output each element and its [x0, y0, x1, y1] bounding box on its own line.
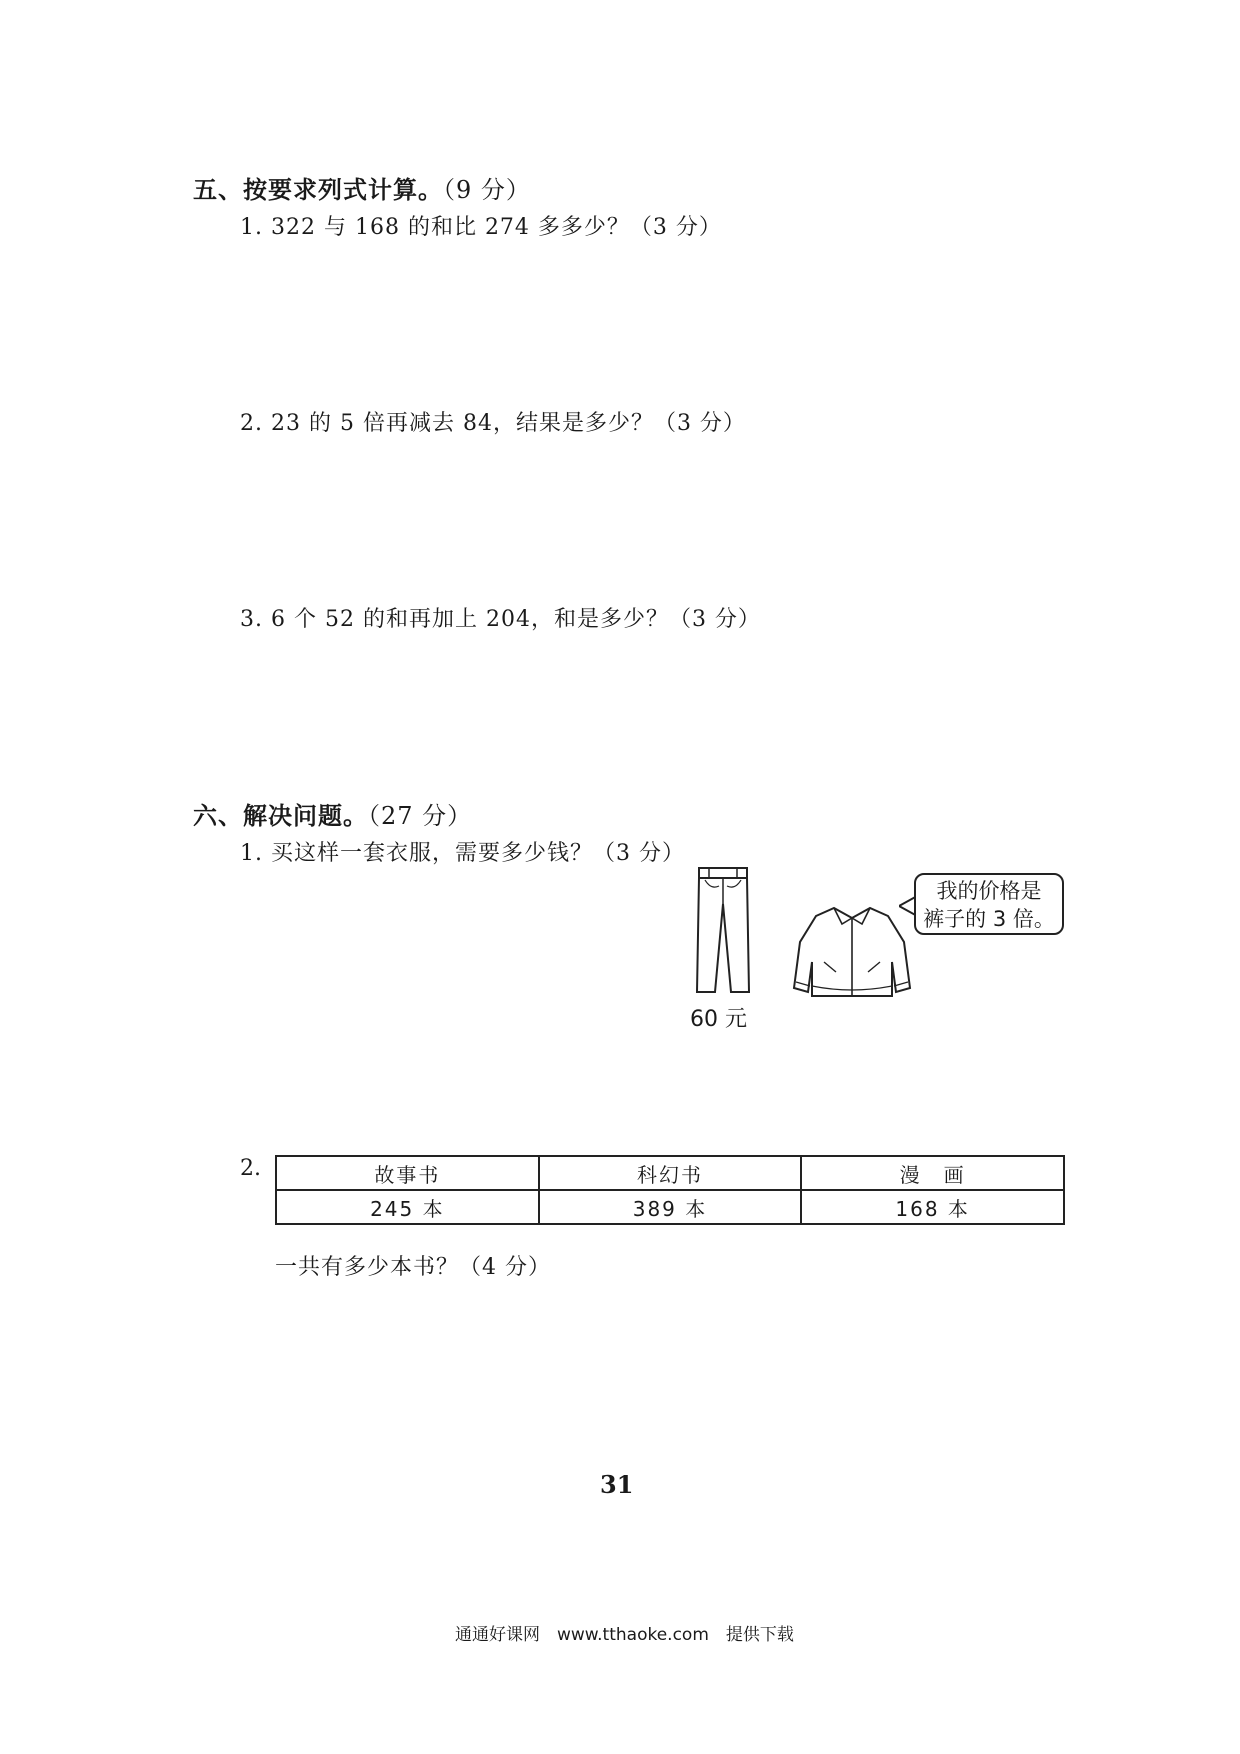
question-6-2-number: 2. — [240, 1156, 261, 1181]
question-5-2: 2. 23 的 5 倍再减去 84，结果是多少？（3 分） — [240, 411, 746, 436]
table-header: 漫 画 — [801, 1156, 1064, 1190]
table-header: 故事书 — [276, 1156, 539, 1190]
section-6-score: （27 分） — [368, 802, 473, 830]
section-6-heading — [193, 796, 472, 831]
question-6-1: 1. 买这样一套衣服，需要多少钱？（3 分） — [240, 841, 685, 866]
pants-price: 60 元 — [690, 1007, 747, 1032]
question-5-1: 1. 322 与 168 的和比 274 多多少？（3 分） — [240, 215, 722, 240]
section-5-score: （9 分） — [443, 176, 531, 204]
footer-text: 通通好课网 www.tthaoke.com 提供下载 — [455, 1625, 794, 1645]
table-cell: 245 本 — [276, 1190, 539, 1224]
bubble-line-1: 我的价格是 — [936, 879, 1042, 903]
section-5-heading — [193, 170, 531, 205]
speech-bubble — [914, 873, 1064, 935]
page-number: 31 — [600, 1470, 634, 1499]
table-header: 科幻书 — [539, 1156, 802, 1190]
table-row — [276, 1156, 1064, 1190]
section-6-title: 六、解决问题。 — [193, 801, 368, 830]
bubble-line-2: 裤子的 3 倍。 — [923, 907, 1055, 931]
question-6-2: 一共有多少本书？（4 分） — [275, 1255, 551, 1280]
question-5-3: 3. 6 个 52 的和再加上 204，和是多少？（3 分） — [240, 607, 761, 632]
table-cell: 389 本 — [539, 1190, 802, 1224]
pants-icon — [693, 866, 753, 996]
jacket-icon — [792, 902, 912, 1002]
table-row — [276, 1190, 1064, 1224]
books-table — [275, 1155, 1065, 1225]
table-cell: 168 本 — [801, 1190, 1064, 1224]
section-5-title: 五、按要求列式计算。 — [193, 175, 443, 204]
